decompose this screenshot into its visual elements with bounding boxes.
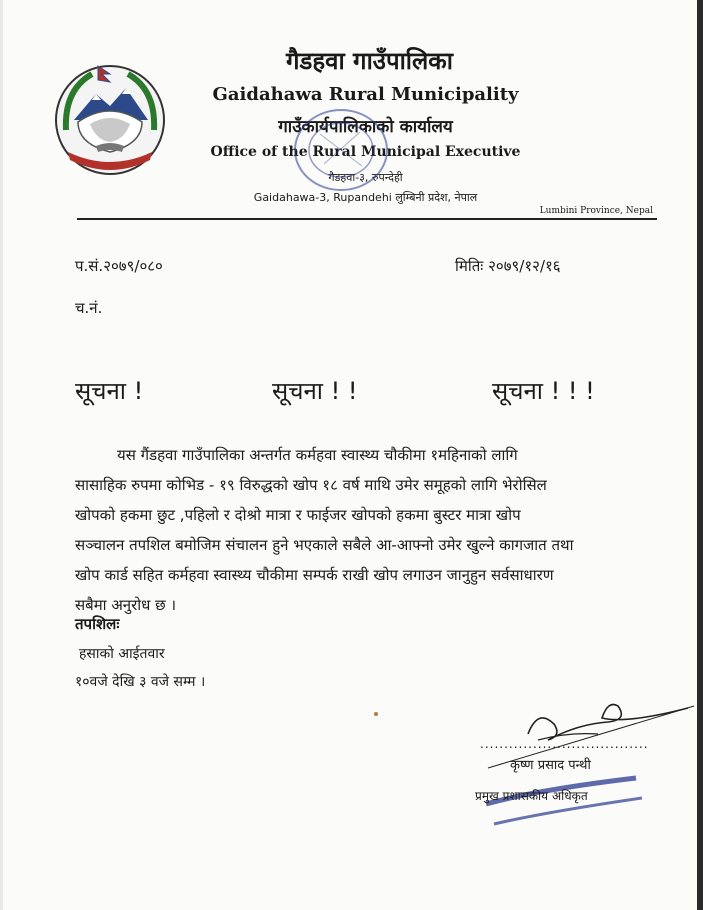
dispatch-number: च.नं. [75,299,103,317]
address-english: Gaidahawa-3, Rupandehi लुम्बिनी प्रदेश, नेपाल [253,191,478,204]
signatory-name: कृष्ण प्रसाद पन्थी [510,758,591,773]
body-line: यस गैंडहवा गाउँपालिका अन्तर्गत कर्महवा स्वास्थ्य चौकीमा १महिनाको लागि [117,446,518,464]
office-name-nepali: गाउँकार्यपालिकाको कार्यालय [278,117,453,137]
signatory-title: प्रमुख प्रशासकीय अधिकृत [475,789,588,803]
signature-line: ................................... [480,737,649,751]
scan-edge-left [0,0,3,910]
office-seal-icon [290,104,392,196]
body-line: खोपको हकमा छुट ,पहिलो र दोश्रो मात्रा र फाईजर खोपको हकमा बुस्टर मात्रा खोप [75,506,521,524]
schedule-day: हसाको आईतवार [79,646,165,662]
schedule-heading: तपशिलः [75,615,120,633]
body-line: सबैमा अनुरोध छ । [75,596,177,614]
body-line: सञ्चालन तपशिल बमोजिम संचालन हुने भएकाले सबैले आ-आफ्नो उमेर खुल्ने कागजात तथा [75,536,574,554]
notice-heading-1: सूचना ! [75,377,144,405]
address-nepali: गैडहवा-३, रुपन्देही [328,171,403,184]
notice-heading-3: सूचना ! ! ! [492,377,595,405]
body-line: खोप कार्ड सहित कर्महवा स्वास्थ्य चौकीमा सम्पर्क राखी खोप लगाउन जानुहुन सर्वसाधारण [75,566,554,584]
province-label: Lumbini Province, Nepal [539,206,653,216]
municipality-name-nepali: गैडहवा गाउँपालिका [286,47,453,75]
schedule-time: १०वजे देखि ३ वजे सम्म । [75,674,206,690]
ink-speck [374,712,378,716]
reference-number: प.सं.२०७९/०८० [75,257,163,275]
municipality-name-english: Gaidahawa Rural Municipality [212,84,519,105]
notice-body [75,440,687,620]
body-line: सासाहिक रुपमा कोभिड - १९ विरुद्धको खोप १८ वर्ष माथि उमेर समूहको लागि भेरोसिल [75,476,547,494]
notice-heading-2: सूचना ! ! [272,377,358,405]
header-divider [77,218,657,220]
office-name-english: Office of the Rural Municipal Executive [210,144,521,160]
letter-date: मितिः २०७९/१२/१६ [455,257,561,275]
